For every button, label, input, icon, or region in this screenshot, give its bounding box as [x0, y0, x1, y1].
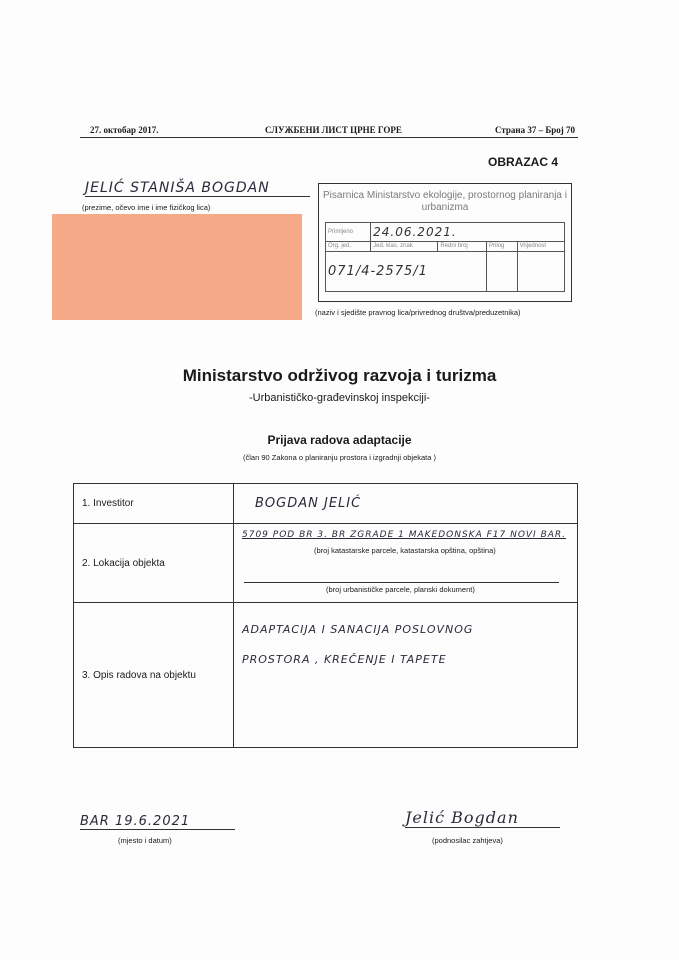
form-subtitle: (član 90 Zakona o planiranju prostora i izgradnji objekata ): [242, 453, 437, 462]
table-row: [74, 484, 578, 524]
place-date-caption: (mjesto i datum): [118, 836, 172, 845]
form-code: OBRAZAC 4: [488, 155, 559, 169]
header-page: Страна 37 – Број 70: [495, 125, 576, 135]
form-table: [73, 483, 578, 748]
location-caption-1: (broj katastarske parcele, katastarska opština, opština): [314, 546, 496, 555]
registry-stamp: [318, 183, 572, 302]
stamp-col: Redni broj: [438, 241, 487, 251]
stamp-col: Prilog: [487, 241, 518, 251]
table-row: [74, 603, 578, 748]
table-row: [74, 524, 578, 603]
row-label: 2. Lokacija objekta: [74, 524, 234, 603]
ministry-title: Ministarstvo održivog razvoja i turizma: [182, 366, 497, 385]
place-date: BAR 19.6.2021: [80, 814, 235, 830]
legal-entity-caption: (naziv i sjedište pravnog lica/privrednog društva/preduzetnika): [315, 308, 521, 317]
stamp-col: Org. jed.: [326, 241, 371, 251]
header-date: 27. октобар 2017.: [90, 125, 159, 135]
row-label: 3. Opis radova na objektu: [74, 603, 234, 748]
header-gazette: СЛУЖБЕНИ ЛИСТ ЦРНЕ ГОРЕ: [265, 125, 402, 135]
stamp-received-date: 24.06.2021.: [371, 223, 565, 242]
stamp-col: Jed. klas. znak: [371, 241, 438, 251]
investitor-value: BOGDAN JELIĆ: [255, 496, 362, 511]
applicant-name: JELIĆ STANIŠA BOGDAN: [85, 180, 310, 197]
location-caption-2: (broj urbanističke parcele, planski dokument): [326, 585, 475, 594]
applicant-name-caption: (prezime, očevo ime i ime fizičkog lica): [82, 203, 211, 212]
ministry-subtitle: -Urbanističko-građevinskoj inspekciji-: [249, 392, 430, 404]
location-value: 5709 POD BR 3. BR ZGRADE 1 MAKEDONSKA F17 NOVI BAR.: [242, 530, 567, 540]
stamp-received-label: Primljeno: [326, 223, 371, 242]
signature: Jelić Bogdan: [405, 808, 560, 828]
row-label: 1. Investitor: [74, 484, 234, 524]
stamp-col: Vrijednost: [517, 241, 564, 251]
redaction-block: [52, 214, 302, 320]
form-title: Prijava radova adaptacije: [267, 433, 412, 447]
stamp-number: 071/4-2575/1: [326, 252, 487, 292]
signature-caption: (podnosilac zahtjeva): [432, 836, 503, 845]
header-rule: [80, 137, 578, 138]
stamp-title: Pisarnica Ministarstvo ekologije, prostornog planiranja i urbanizma: [322, 190, 567, 213]
works-value-line-2: PROSTORA , KREČENJE I TAPETE: [242, 653, 447, 666]
works-value-line-1: ADAPTACIJA I SANACIJA POSLOVNOG: [242, 623, 474, 636]
